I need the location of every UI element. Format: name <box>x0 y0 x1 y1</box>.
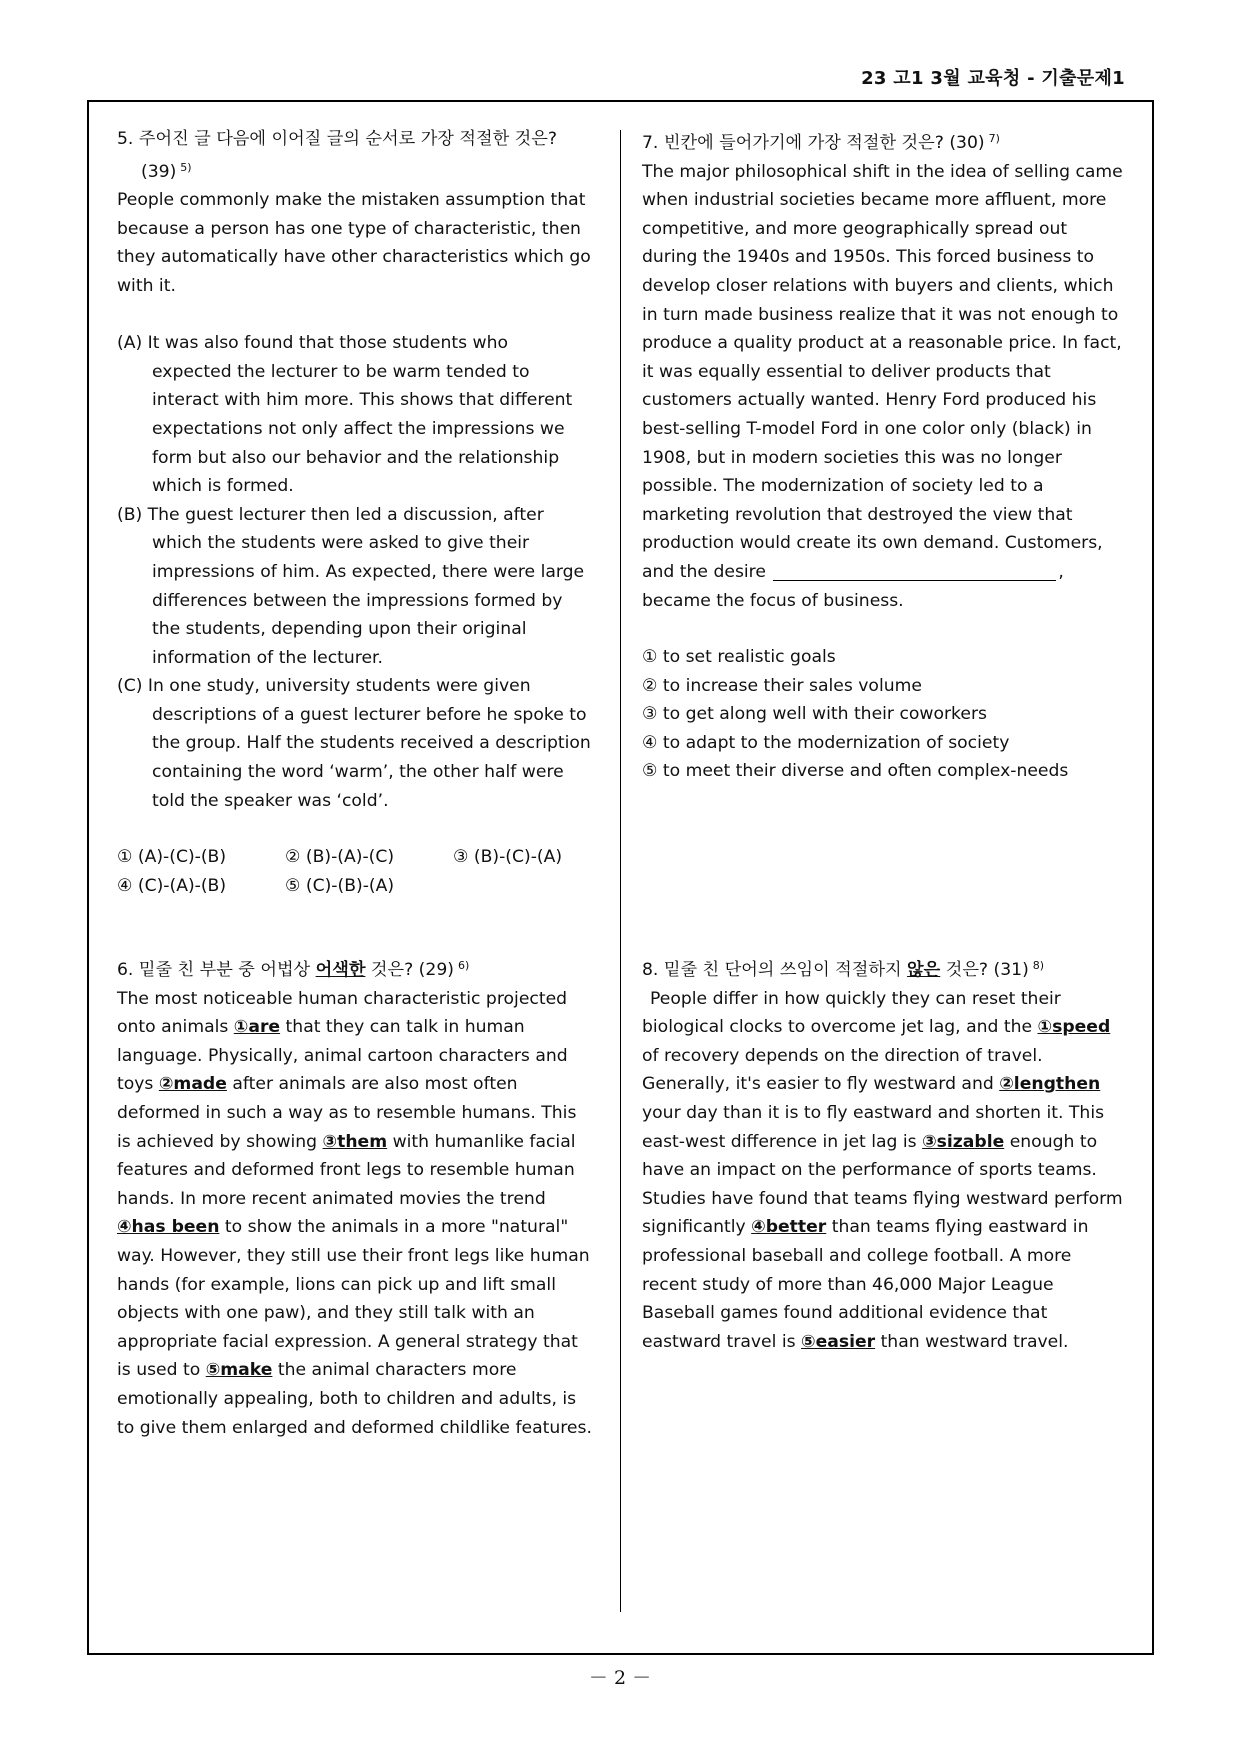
question-6-title <box>117 952 592 985</box>
q8-underline-2: ②lengthen <box>999 1074 1101 1095</box>
q8-text-5: than teams flying eastward in professional baseball and college football. A more recent study of more than 46,000 Major League Baseball games found additional evidence that eastward travel is <box>642 1217 1089 1352</box>
question-5-option-5[interactable]: ⑤ (C)-(B)-(A) <box>285 875 395 896</box>
q8-underline-3: ③sizable <box>922 1131 1005 1152</box>
question-8-passage <box>642 985 1124 1357</box>
question-6-title-emphasis: 어색한 <box>315 960 366 980</box>
question-7-option-4[interactable]: ④ to adapt to the modernization of society <box>642 732 1010 753</box>
question-6-title-post: 것은? (29) <box>365 960 454 980</box>
question-8-title-emphasis: 않은 <box>907 960 941 980</box>
question-5-option-2[interactable]: ② (B)-(A)-(C) <box>285 847 395 868</box>
q6-text-1: The most noticeable human characteristic projected onto animals <box>117 988 568 1038</box>
question-5-footnote: 5) <box>180 160 192 174</box>
question-6-title-pre: 6. 밑줄 친 부분 중 어법상 <box>117 960 316 980</box>
q7-body-post: , became the focus of business. <box>642 561 1064 611</box>
question-7-option-1[interactable]: ① to set realistic goals <box>642 647 836 668</box>
q7-body-pre: The major philosophical shift in the idea of selling came when industrial societies became more affluent, more competitive, and more geographically spread out during the 1940s and 1950s. This forced business to develop closer relations with buyers and clients, which in turn made business realize that it was not enough to produce a quality product at a reasonable price. In fact, it was equally essential to deliver products that customers actually wanted. Henry Ford produced his best-selling T-model Ford in one color only (black) in 1908, but in modern societies this was no longer possible. The modernization of society led to a marketing revolution that destroyed the view that production would create its own demand. Customers, and the desire <box>642 161 1123 582</box>
question-7 <box>642 125 1124 786</box>
q6-underline-2: ②made <box>158 1074 227 1095</box>
question-8-footnote: 8) <box>1032 959 1045 972</box>
question-7-passage <box>642 158 1124 616</box>
q8-underline-5: ⑤easier <box>801 1331 876 1352</box>
question-5-option-1[interactable]: ① (A)-(C)-(B) <box>117 847 227 868</box>
question-5-intro: People commonly make the mistaken assumption that because a person has one type of characteristic, then they automatically have other characteristics which go with it. <box>117 190 591 296</box>
q6-text-2: that they can talk in human language. Physically, animal cartoon characters and toys <box>117 1017 568 1095</box>
page-number: － 2 － <box>588 1667 652 1689</box>
q6-underline-4: ④has been <box>117 1217 220 1238</box>
question-6-passage <box>117 985 592 1443</box>
q8-underline-4: ④better <box>751 1217 827 1238</box>
question-6-footnote: 6) <box>457 959 470 972</box>
question-7-footnote: 7) <box>988 132 1000 145</box>
question-8-title <box>642 952 1124 985</box>
question-8 <box>642 952 1124 1356</box>
q8-underline-1: ①speed <box>1037 1017 1111 1038</box>
question-7-option-3[interactable]: ③ to get along well with their coworkers <box>642 704 987 725</box>
q6-text-3: after animals are also most often deformed in such a way as to resemble humans. This is achieved by showing <box>117 1074 577 1152</box>
question-5-title-text: 5. 주어진 글 다음에 이어질 글의 순서로 가장 적절한 것은? (39) <box>117 129 557 182</box>
answer-blank <box>773 562 1056 581</box>
q6-underline-5: ⑤make <box>205 1360 273 1381</box>
question-5-option-3[interactable]: ③ (B)-(C)-(A) <box>453 847 563 868</box>
question-7-title-text: 7. 빈칸에 들어가기에 가장 적절한 것은? (30) <box>642 133 985 153</box>
q8-text-4: enough to have an impact on the performance of sports teams. Studies have found that teams flying westward perform significantly <box>642 1131 1123 1238</box>
q6-underline-3: ③them <box>322 1131 388 1152</box>
question-5-title <box>117 125 592 186</box>
question-7-option-2[interactable]: ② to increase their sales volume <box>642 675 922 696</box>
q8-text-1: People differ in how quickly they can reset their biological clocks to overcome jet lag, and the <box>642 988 1061 1038</box>
question-7-option-5[interactable]: ⑤ to meet their diverse and often complex-needs <box>642 761 1069 782</box>
q8-text-6: than westward travel. <box>875 1331 1069 1352</box>
question-5-passage-a: (A) It was also found that those students who expected the lecturer to be warm tended to interact with him more. This shows that different expectations not only affect the impressions we form but also our behavior and the relationship which is formed. <box>117 333 573 497</box>
q6-text-6: the animal characters more emotionally appealing, both to children and adults, is to give them enlarged and deformed childlike features. <box>117 1360 592 1438</box>
question-7-title <box>642 125 1124 158</box>
question-6 <box>117 952 592 1442</box>
q8-text-2: of recovery depends on the direction of travel. Generally, it's easier to fly westward and <box>642 1045 1043 1095</box>
question-5-option-4[interactable]: ④ (C)-(A)-(B) <box>117 875 227 896</box>
q8-text-3: your day than it is to fly eastward and shorten it. This east-west difference in jet lag is <box>642 1102 1105 1152</box>
page-header-title: 23 고1 3월 교육청 - 기출문제1 <box>861 68 1125 89</box>
question-5 <box>117 125 592 900</box>
q6-text-5: to show the animals in a more "natural" way. However, they still use their front legs like human hands (for example, lions can pick up and lift small objects with one paw), and they still talk with an appropriate facial expression. A general strategy that is used to <box>117 1217 590 1381</box>
question-5-passage-b: (B) The guest lecturer then led a discussion, after which the students were asked to give their impressions of him. As expected, there were large differences between the impressions formed by the students, depending upon their original information of the lecturer. <box>117 504 585 668</box>
q6-text-4: with humanlike facial features and deformed front legs to resemble human hands. In more recent animated movies the trend <box>117 1131 576 1209</box>
question-8-title-pre: 8. 밑줄 친 단어의 쓰임이 적절하지 <box>642 960 908 980</box>
q6-underline-1: ①are <box>233 1017 281 1038</box>
question-5-options <box>117 843 592 900</box>
question-5-passage-c: (C) In one study, university students were given descriptions of a guest lecturer before he spoke to the group. Half the students received a description containing the word ‘warm’, the other half were told the speaker was ‘cold’. <box>117 676 591 811</box>
question-8-title-post: 것은? (31) <box>940 960 1029 980</box>
question-7-options <box>642 643 1124 786</box>
